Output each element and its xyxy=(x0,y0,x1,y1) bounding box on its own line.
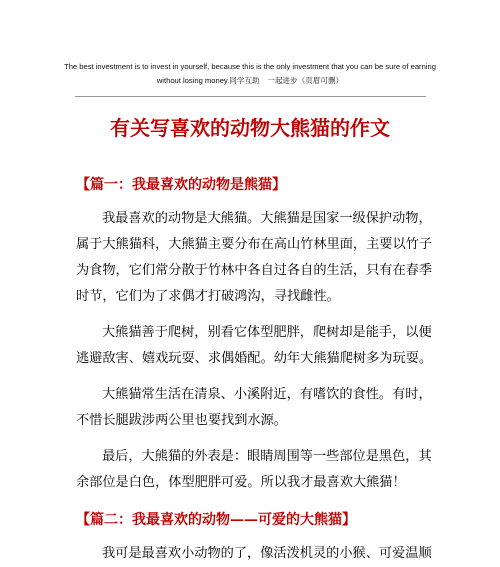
section-1-heading: 【篇一：我最喜欢的动物是熊猫】 xyxy=(76,177,286,193)
paragraph-line: 时节，它们为了求偶才打破鸿沟，寻找雌性。 xyxy=(76,289,340,304)
header-note xyxy=(60,60,440,88)
header-divider xyxy=(75,96,426,97)
paragraph-line: 余部位是白色，体型肥胖可爱。所以我才最喜欢大熊猫！ xyxy=(76,475,406,490)
paragraph-line: 我最喜欢的动物是大熊猫。大熊猫是国家一级保护动物， xyxy=(102,211,432,226)
section-1-paragraph-4 xyxy=(76,444,432,496)
paragraph-line: 我可是最喜欢小动物的了，像活泼机灵的小猴、可爱温顺 xyxy=(102,546,432,561)
section-1-paragraph-1 xyxy=(76,206,433,310)
section-1-paragraph-2 xyxy=(76,320,433,372)
header-note-line-2: without losing money.同学互助 一起进步（页眉可删） xyxy=(156,76,344,85)
paragraph-line: 最后，大熊猫的外表是：眼睛周围等一些部位是黑色，其 xyxy=(102,449,432,464)
paragraph-line: 不惜长腿跋涉两公里也要找到水源。 xyxy=(76,413,287,428)
header-note-line-1: The best investment is to invest in yourself, because this is the only investment that you can be sure of earning xyxy=(64,62,436,71)
section-2-paragraph-1 xyxy=(76,541,432,567)
paragraph-line: 大熊猫善于爬树，别看它体型肥胖，爬树却是能手，以便 xyxy=(102,325,432,340)
document-title: 有关写喜欢的动物大熊猫的作文 xyxy=(110,116,390,140)
paragraph-line: 为食物，它们常分散于竹林中各自过各自的生活，只有在春季 xyxy=(76,263,433,278)
paragraph-line: 大熊猫常生活在清泉、小溪附近，有嗜饮的食性。有时， xyxy=(102,387,432,402)
paragraph-line: 属于大熊猫科，大熊猫主要分布在高山竹林里面，主要以竹子 xyxy=(76,237,433,252)
section-1-paragraph-3 xyxy=(76,382,432,434)
paragraph-line: 逃避敌害、嬉戏玩耍、求偶婚配。幼年大熊猫爬树多为玩耍。 xyxy=(76,351,433,366)
section-2-heading: 【篇二：我最喜欢的动物——可爱的大熊猫】 xyxy=(76,512,356,528)
